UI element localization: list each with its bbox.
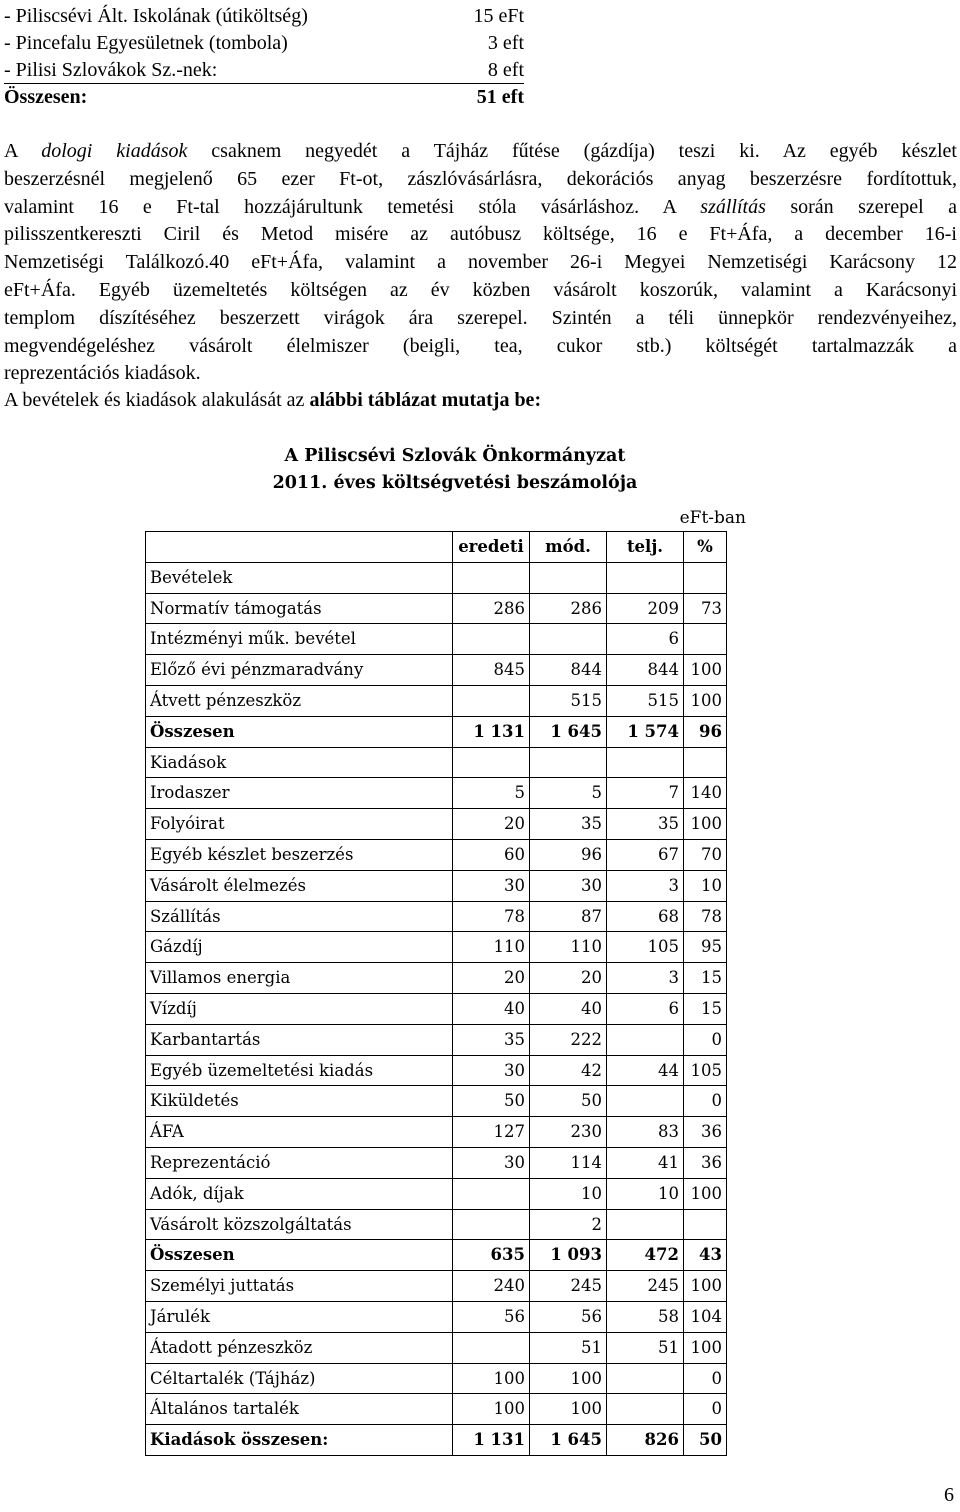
column-header: mód. (530, 532, 607, 563)
table-cell: 10 (607, 1178, 684, 1209)
body-paragraph (4, 138, 957, 388)
table-row (146, 685, 727, 716)
top-list-row (4, 3, 524, 30)
table-cell: 56 (453, 1301, 530, 1332)
table-title: A Piliscsévi Szlovák Önkormányzat (284, 446, 626, 466)
table-cell: 0 (684, 1024, 727, 1055)
table-cell: 230 (530, 1117, 607, 1148)
table-cell: 245 (607, 1271, 684, 1302)
table-cell: 515 (530, 685, 607, 716)
table-cell: 40 (530, 993, 607, 1024)
table-cell (684, 624, 727, 655)
table-cell: 635 (453, 1240, 530, 1271)
table-cell: 100 (684, 1271, 727, 1302)
paragraph-line: eFt+Áfa. Egyéb üzemeltetés költségen az év közben vásárolt koszorúk, valamint a Karácsonyi (4, 278, 957, 301)
table-row (146, 747, 727, 778)
row-label: Céltartalék (Tájház) (146, 1363, 453, 1394)
table-cell: 1 131 (453, 716, 530, 747)
table-cell: 100 (684, 1332, 727, 1363)
table-cell: 209 (607, 593, 684, 624)
table-row (146, 624, 727, 655)
table-row (146, 778, 727, 809)
top-list-label: Összesen: (4, 86, 88, 108)
table-row (146, 993, 727, 1024)
table-cell: 56 (530, 1301, 607, 1332)
table-row (146, 839, 727, 870)
table-row (146, 1240, 727, 1271)
table-cell: 30 (453, 870, 530, 901)
row-label: Bevételek (146, 562, 453, 593)
table-row (146, 1178, 727, 1209)
table-row (146, 1271, 727, 1302)
table-cell: 100 (530, 1394, 607, 1425)
top-list-row (4, 84, 524, 111)
table-cell: 2 (530, 1209, 607, 1240)
table-row (146, 1024, 727, 1055)
unit-label: eFt-ban (679, 508, 746, 528)
table-cell: 36 (684, 1117, 727, 1148)
table-cell: 286 (530, 593, 607, 624)
column-header: % (684, 532, 727, 563)
table-cell: 73 (684, 593, 727, 624)
table-row (146, 716, 727, 747)
paragraph-line: pilisszentkereszti Ciril és Metod misére az autóbusz költsége, 16 e Ft+Áfa, a december 16-i (4, 223, 957, 246)
top-list-value: 15 eFt (473, 5, 524, 27)
table-cell: 78 (453, 901, 530, 932)
table-cell: 20 (530, 963, 607, 994)
table-cell (607, 747, 684, 778)
table-cell: 3 (607, 963, 684, 994)
table-cell: 60 (453, 839, 530, 870)
table-cell: 96 (684, 716, 727, 747)
table-cell: 105 (607, 932, 684, 963)
table-row (146, 932, 727, 963)
column-header (146, 532, 453, 563)
table-cell: 110 (530, 932, 607, 963)
table-cell: 42 (530, 1055, 607, 1086)
row-label: Reprezentáció (146, 1147, 453, 1178)
column-header: telj. (607, 532, 684, 563)
table-cell (530, 624, 607, 655)
table-cell: 844 (530, 655, 607, 686)
table-cell: 70 (684, 839, 727, 870)
table-cell: 30 (530, 870, 607, 901)
table-row (146, 1209, 727, 1240)
table-cell: 6 (607, 993, 684, 1024)
table-cell: 15 (684, 963, 727, 994)
table-cell: 36 (684, 1147, 727, 1178)
table-cell: 222 (530, 1024, 607, 1055)
table-cell: 96 (530, 839, 607, 870)
table-cell: 844 (607, 655, 684, 686)
table-cell: 51 (607, 1332, 684, 1363)
column-header: eredeti (453, 532, 530, 563)
row-label: Kiadások (146, 747, 453, 778)
table-cell: 44 (607, 1055, 684, 1086)
table-row (146, 655, 727, 686)
table-cell: 0 (684, 1086, 727, 1117)
table-cell (607, 562, 684, 593)
table-row (146, 1147, 727, 1178)
table-cell: 1 645 (530, 1425, 607, 1456)
table-cell: 0 (684, 1363, 727, 1394)
budget-table (145, 531, 727, 1456)
table-row (146, 809, 727, 840)
table-row (146, 1055, 727, 1086)
row-label: Egyéb üzemeltetési kiadás (146, 1055, 453, 1086)
table-row (146, 1332, 727, 1363)
paragraph-line: megvendégeléshez vásárolt élelmiszer (beigli, tea, cukor stb.) költségét tartalmazzák a (4, 334, 957, 357)
table-cell: 3 (607, 870, 684, 901)
table-cell: 286 (453, 593, 530, 624)
table-row (146, 1117, 727, 1148)
table-row (146, 1394, 727, 1425)
table-cell (530, 747, 607, 778)
table-cell: 50 (684, 1425, 727, 1456)
table-subtitle: 2011. éves költségvetési beszámolója (272, 473, 638, 493)
row-label: Gázdíj (146, 932, 453, 963)
table-cell: 20 (453, 809, 530, 840)
row-label: Járulék (146, 1301, 453, 1332)
table-cell: 515 (607, 685, 684, 716)
page-number: 6 (944, 1484, 954, 1506)
italic-term: dologi kiadások (41, 140, 188, 162)
table-cell: 30 (453, 1147, 530, 1178)
row-label: Szállítás (146, 901, 453, 932)
table-cell: 51 (530, 1332, 607, 1363)
row-label: Intézményi műk. bevétel (146, 624, 453, 655)
table-cell: 67 (607, 839, 684, 870)
table-cell: 1 574 (607, 716, 684, 747)
table-cell (607, 1363, 684, 1394)
table-cell (684, 562, 727, 593)
table-cell: 100 (684, 1178, 727, 1209)
row-label: Folyóirat (146, 809, 453, 840)
top-list (4, 3, 524, 111)
table-row (146, 1425, 727, 1456)
row-label: Összesen (146, 716, 453, 747)
table-row (146, 1363, 727, 1394)
table-cell (607, 1394, 684, 1425)
table-cell (453, 747, 530, 778)
top-list-row (4, 30, 524, 57)
table-row (146, 963, 727, 994)
table-cell (530, 562, 607, 593)
table-cell: 100 (684, 685, 727, 716)
table-row (146, 1086, 727, 1117)
row-label: Személyi juttatás (146, 1271, 453, 1302)
table-cell (607, 1209, 684, 1240)
paragraph-line: Nemzetiségi Találkozó.40 eFt+Áfa, valamint a november 26-i Megyei Nemzetiségi Karácsony 12 (4, 251, 957, 274)
row-label: Villamos energia (146, 963, 453, 994)
table-cell (607, 1086, 684, 1117)
table-row (146, 562, 727, 593)
top-list-value: 51 eft (476, 86, 524, 108)
row-label: Átvett pénzeszköz (146, 685, 453, 716)
paragraph-line: valamint 16 e Ft-tal hozzájárultunk temetési stóla vásárláshoz. A szállítás során szerepel a (4, 195, 957, 218)
table-cell: 100 (453, 1363, 530, 1394)
table-cell: 35 (607, 809, 684, 840)
top-list-row (4, 57, 524, 84)
table-cell: 0 (684, 1394, 727, 1425)
table-cell: 50 (530, 1086, 607, 1117)
row-label: Irodaszer (146, 778, 453, 809)
table-cell: 30 (453, 1055, 530, 1086)
row-label: Normatív támogatás (146, 593, 453, 624)
table-cell: 7 (607, 778, 684, 809)
table-cell: 110 (453, 932, 530, 963)
table-cell: 100 (530, 1363, 607, 1394)
row-label: Vásárolt közszolgáltatás (146, 1209, 453, 1240)
table-cell (453, 685, 530, 716)
paragraph-line: templom díszítéséhez beszerzett virágok ára szerepel. Szintén a téli ünnepkör rendezvényeihez, (4, 306, 957, 329)
table-cell: 78 (684, 901, 727, 932)
table-cell: 15 (684, 993, 727, 1024)
table-cell: 35 (453, 1024, 530, 1055)
row-label: Kiadások összesen: (146, 1425, 453, 1456)
table-cell: 41 (607, 1147, 684, 1178)
table-cell: 87 (530, 901, 607, 932)
table-cell: 100 (684, 655, 727, 686)
row-label: Általános tartalék (146, 1394, 453, 1425)
table-row (146, 593, 727, 624)
row-label: Átadott pénzeszköz (146, 1332, 453, 1363)
table-intro: A bevételek és kiadások alakulását az alábbi táblázat mutatja be: (4, 389, 542, 411)
paragraph-line: A dologi kiadások csaknem negyedét a Tájház fűtése (gázdíja) teszi ki. Az egyéb készlet (4, 140, 957, 162)
table-cell: 245 (530, 1271, 607, 1302)
table-cell: 104 (684, 1301, 727, 1332)
table-cell: 40 (453, 993, 530, 1024)
table-cell: 83 (607, 1117, 684, 1148)
table-header-row (146, 532, 727, 563)
top-list-value: 3 eft (487, 32, 524, 54)
table-cell: 826 (607, 1425, 684, 1456)
table-cell: 140 (684, 778, 727, 809)
row-label: Vásárolt élelmezés (146, 870, 453, 901)
table-cell (684, 1209, 727, 1240)
table-cell (453, 1332, 530, 1363)
table-cell: 114 (530, 1147, 607, 1178)
row-label: Kiküldetés (146, 1086, 453, 1117)
table-row (146, 870, 727, 901)
table-cell: 68 (607, 901, 684, 932)
row-label: Adók, díjak (146, 1178, 453, 1209)
table-cell: 10 (530, 1178, 607, 1209)
table-cell: 50 (453, 1086, 530, 1117)
italic-term: szállítás (700, 195, 766, 218)
table-cell: 472 (607, 1240, 684, 1271)
table-cell: 95 (684, 932, 727, 963)
table-cell: 6 (607, 624, 684, 655)
table-cell: 845 (453, 655, 530, 686)
table-cell: 58 (607, 1301, 684, 1332)
top-list-value: 8 eft (487, 59, 524, 81)
table-cell (453, 1209, 530, 1240)
row-label: ÁFA (146, 1117, 453, 1148)
table-cell: 240 (453, 1271, 530, 1302)
table-row (146, 901, 727, 932)
table-cell (607, 1024, 684, 1055)
table-cell: 100 (453, 1394, 530, 1425)
table-cell: 105 (684, 1055, 727, 1086)
table-cell: 127 (453, 1117, 530, 1148)
table-cell: 43 (684, 1240, 727, 1271)
top-list-label: - Pincefalu Egyesületnek (tombola) (4, 32, 288, 54)
table-cell: 1 093 (530, 1240, 607, 1271)
table-cell: 20 (453, 963, 530, 994)
row-label: Előző évi pénzmaradvány (146, 655, 453, 686)
top-list-label: - Piliscsévi Ált. Iskolának (útiköltség) (4, 5, 308, 27)
table-cell (453, 1178, 530, 1209)
table-cell: 1 131 (453, 1425, 530, 1456)
table-cell: 5 (453, 778, 530, 809)
table-cell: 1 645 (530, 716, 607, 747)
row-label: Egyéb készlet beszerzés (146, 839, 453, 870)
table-row (146, 1301, 727, 1332)
row-label: Összesen (146, 1240, 453, 1271)
paragraph-line: beszerzésnél megjelenő 65 ezer Ft-ot, zászlóvásárlásra, dekorációs anyag beszerzésre fordítottuk, (4, 167, 957, 190)
table-cell: 10 (684, 870, 727, 901)
row-label: Vízdíj (146, 993, 453, 1024)
table-cell (453, 562, 530, 593)
table-cell: 35 (530, 809, 607, 840)
row-label: Karbantartás (146, 1024, 453, 1055)
table-cell: 5 (530, 778, 607, 809)
top-list-label: - Pilisi Szlovákok Sz.-nek: (4, 59, 218, 81)
table-cell: 100 (684, 809, 727, 840)
paragraph-line: reprezentációs kiadások. (4, 362, 201, 385)
table-cell (453, 624, 530, 655)
table-cell (684, 747, 727, 778)
